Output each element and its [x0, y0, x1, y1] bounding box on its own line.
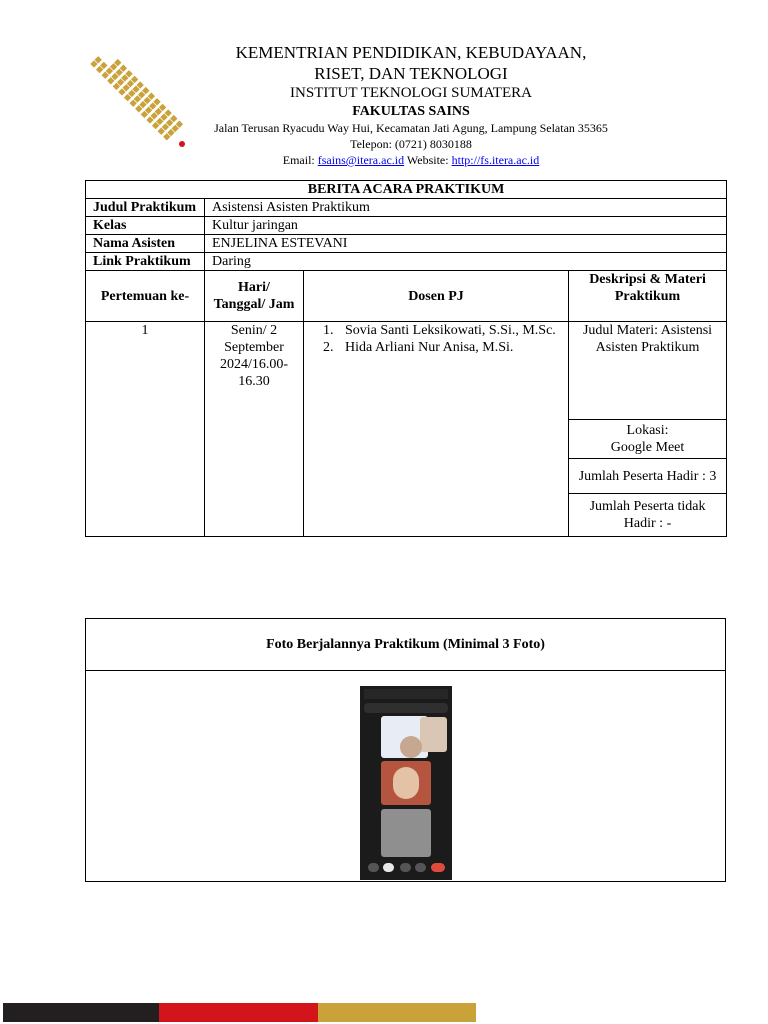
faculty-name: FAKULTAS SAINS [352, 104, 470, 119]
row-kelas [86, 217, 727, 235]
link-value: Daring [205, 253, 727, 271]
row-asisten [86, 235, 727, 253]
itera-logo [86, 52, 190, 152]
logo-red-dot [179, 141, 185, 147]
website-link[interactable]: http://fs.itera.ac.id [451, 153, 540, 167]
ministry-line-1: KEMENTRIAN PENDIDIKAN, KEBUDAYAAN, [235, 43, 587, 62]
kelas-value: Kultur jaringan [205, 217, 727, 235]
lokasi-value: Google Meet [610, 440, 685, 455]
dosen-list [311, 322, 561, 356]
col-dosen: Dosen PJ [304, 271, 569, 322]
ministry-line-2: RISET, DAN TEKNOLOGI [314, 64, 508, 83]
column-header-row [86, 271, 727, 322]
participant-face [400, 736, 422, 758]
mic-icon[interactable] [383, 863, 394, 872]
col-hari: Hari/ Tanggal/ Jam [205, 271, 304, 322]
contact-line [190, 152, 632, 168]
meeting-screenshot [360, 686, 452, 880]
pertemuan-value: 1 [86, 322, 205, 537]
institute-name: INSTITUT TEKNOLOGI SUMATERA [290, 85, 532, 101]
email-label: Email: [282, 153, 315, 167]
footer-stripe-black [3, 1003, 159, 1022]
more-icon[interactable] [415, 863, 426, 872]
photo-section-title: Foto Berjalannya Praktikum (Minimal 3 Foto) [86, 619, 725, 671]
report-title: BERITA ACARA PRAKTIKUM [86, 181, 727, 199]
asisten-value: ENJELINA ESTEVANI [205, 235, 727, 253]
hand-icon[interactable] [400, 863, 411, 872]
letterhead [190, 42, 632, 168]
kelas-label: Kelas [86, 217, 205, 235]
lokasi-cell [569, 420, 727, 459]
col-deskripsi: Deskripsi & Materi Praktikum [569, 271, 727, 322]
dosen-list-cell [304, 322, 569, 537]
participant-face [393, 767, 419, 799]
email-link[interactable]: fsains@itera.ac.id [317, 153, 405, 167]
link-label: Link Praktikum [86, 253, 205, 271]
website-label: Website: [406, 153, 449, 167]
hari-value: Senin/ 2 September 2024/16.00-16.30 [205, 322, 304, 537]
report-title-row [86, 181, 727, 199]
data-row [86, 322, 727, 420]
footer-stripe-gold [318, 1003, 476, 1022]
footer-stripe-red [159, 1003, 318, 1022]
col-pertemuan: Pertemuan ke- [86, 271, 205, 322]
judul-label: Judul Praktikum [86, 199, 205, 217]
asisten-label: Nama Asisten [86, 235, 205, 253]
address: Jalan Terusan Ryacudu Way Hui, Kecamatan Jati Agung, Lampung Selatan 35365 [214, 121, 608, 135]
photo-section [85, 618, 726, 882]
row-judul [86, 199, 727, 217]
phone-status-bar [364, 689, 448, 699]
phone: Telepon: (0721) 8030188 [350, 137, 472, 151]
judul-value: Asistensi Asisten Praktikum [205, 199, 727, 217]
row-link [86, 253, 727, 271]
meet-top-bar [364, 703, 448, 713]
participant-tile [420, 717, 447, 752]
lokasi-label: Lokasi: [626, 423, 669, 438]
report-table [85, 180, 727, 537]
dosen-item: 2. Hida Arliani Nur Anisa, M.Si. [337, 339, 561, 356]
tidak-hadir-value: Jumlah Peserta tidak Hadir : - [569, 494, 727, 537]
participant-tile [381, 809, 431, 857]
dosen-item: 1. Sovia Santi Leksikowati, S.Si., M.Sc. [337, 322, 561, 339]
hadir-value: Jumlah Peserta Hadir : 3 [569, 459, 727, 494]
materi-value: Judul Materi: Asistensi Asisten Praktikum [569, 322, 727, 420]
end-call-icon[interactable] [431, 863, 445, 872]
camera-icon[interactable] [368, 863, 379, 872]
